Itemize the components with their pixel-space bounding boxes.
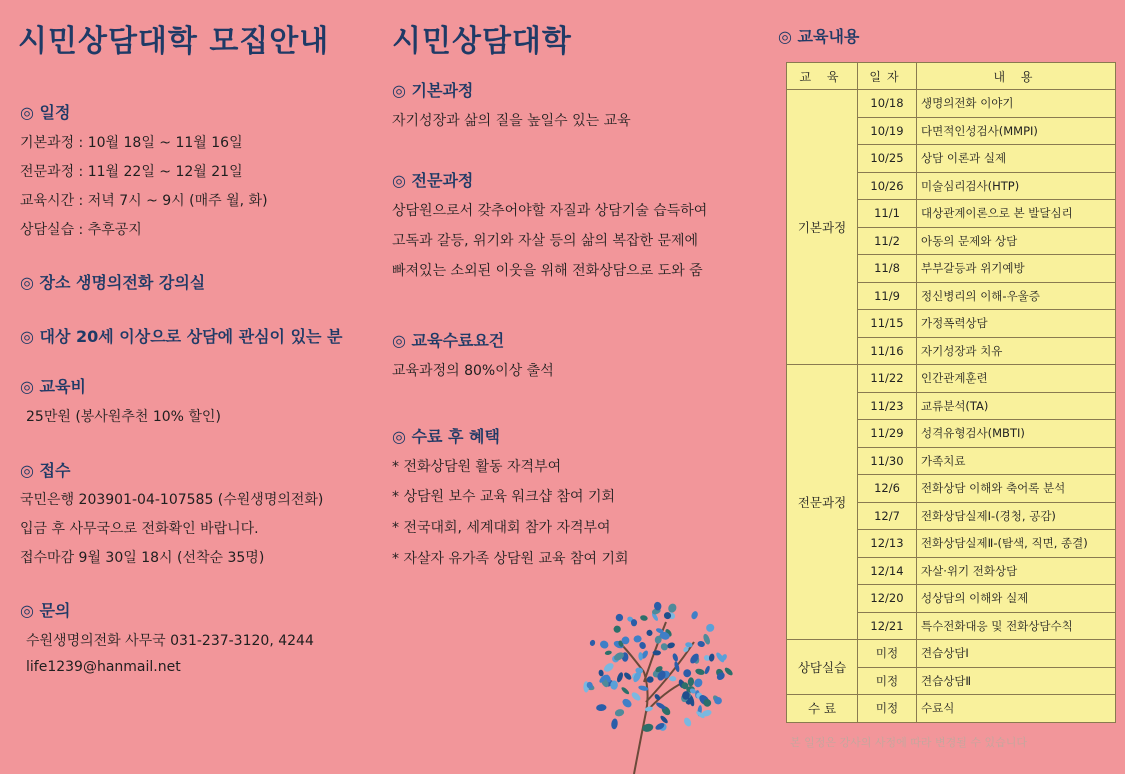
table-content-cell: 아동의 문제와 상담 — [917, 227, 1116, 255]
table-content-cell: 다면적인성검사(MMPI) — [917, 117, 1116, 145]
butterfly-leaf — [659, 642, 669, 652]
table-content-cell: 부부갈등과 위기예방 — [917, 255, 1116, 283]
table-date-cell: 10/19 — [858, 117, 917, 145]
table-row — [787, 90, 1116, 118]
table-content-cell: 정신병리의 이해-우울증 — [917, 282, 1116, 310]
advanced-course-heading: ◎ 전문과정 — [392, 171, 474, 190]
butterfly-leaf — [687, 677, 694, 687]
contact-line: 수원생명의전화 사무국 031-237-3120, 4244 — [26, 633, 314, 649]
table-header-date: 일자 — [858, 63, 917, 90]
table-date-cell: 11/8 — [858, 255, 917, 283]
butterfly-leaf — [620, 686, 630, 695]
schedule-line: 상담실습 : 추후공지 — [20, 222, 142, 238]
table-date-cell: 12/6 — [858, 475, 917, 503]
table-date-cell: 11/1 — [858, 200, 917, 228]
butterfly-tree-illustration — [574, 592, 738, 774]
table-row — [787, 695, 1116, 723]
table-date-cell: 10/18 — [858, 90, 917, 118]
page-title: 시민상담대학 모집안내 — [18, 24, 330, 59]
butterfly-leaf — [669, 676, 677, 682]
table-content-cell: 인간관계훈련 — [917, 365, 1116, 393]
apply-line: 국민은행 203901-04-107585 (수원생명의전화) — [20, 492, 324, 508]
table-date-cell: 12/7 — [858, 502, 917, 530]
benefit-line: * 전화상담원 활동 자격부여 — [392, 459, 562, 475]
table-content-cell: 자살·위기 전화상담 — [917, 557, 1116, 585]
table-content-cell: 생명의전화 이야기 — [917, 90, 1116, 118]
table-row — [787, 640, 1116, 668]
table-content-cell: 견습상담Ⅱ — [917, 667, 1116, 695]
butterfly-leaf — [599, 639, 610, 650]
table-date-cell: 12/13 — [858, 530, 917, 558]
apply-heading: ◎ 접수 — [20, 461, 71, 480]
contact-email[interactable]: life1239@hanmail.net — [26, 659, 181, 675]
butterfly-leaf — [623, 671, 633, 681]
butterfly-leaf — [614, 613, 624, 623]
table-date-cell: 10/25 — [858, 145, 917, 173]
butterfly-leaf — [723, 666, 734, 676]
table-date-cell: 11/22 — [858, 365, 917, 393]
table-content-cell: 가정폭력상담 — [917, 310, 1116, 338]
table-content-cell: 교류분석(TA) — [917, 392, 1116, 420]
schedule-footnote: 본 일정은 강사의 사정에 따라 변경될 수 있습니다 — [790, 736, 1027, 749]
table-date-cell: 11/15 — [858, 310, 917, 338]
butterfly-leaf — [697, 640, 705, 647]
butterfly-leaf — [614, 708, 625, 717]
butterfly-leaf — [589, 639, 596, 647]
curriculum-heading: ◎ 교육내용 — [778, 27, 860, 46]
butterfly-leaf — [598, 669, 604, 676]
table-content-cell: 가족치료 — [917, 447, 1116, 475]
table-content-cell: 상담 이론과 실제 — [917, 145, 1116, 173]
butterfly-leaf — [705, 622, 716, 633]
table-header-content: 내 용 — [917, 63, 1116, 90]
schedule-heading: ◎ 일정 — [20, 103, 71, 122]
butterfly-leaf — [672, 653, 679, 663]
table-date-cell: 11/9 — [858, 282, 917, 310]
program-title: 시민상담대학 — [392, 24, 572, 59]
table-date-cell: 미정 — [858, 667, 917, 695]
apply-line: 입금 후 사무국으로 전화확인 바랍니다. — [20, 521, 259, 537]
basic-course-line: 자기성장과 삶의 질을 높일수 있는 교육 — [392, 113, 631, 129]
place-line: ◎ 장소 생명의전화 강의실 — [20, 273, 206, 292]
table-group-cell: 상담실습 — [787, 640, 858, 695]
butterfly-leaf — [638, 641, 647, 650]
benefit-line: * 상담원 보수 교육 워크샵 참여 기회 — [392, 489, 616, 505]
advanced-course-line: 빠져있는 소외된 이웃을 위해 전화상담으로 도와 줌 — [392, 263, 703, 279]
table-content-cell: 견습상담Ⅰ — [917, 640, 1116, 668]
table-group-cell: 수 료 — [787, 695, 858, 723]
apply-line: 접수마감 9월 30일 18시 (선착순 35명) — [20, 550, 265, 566]
table-date-cell: 미정 — [858, 695, 917, 723]
butterfly-leaf — [596, 704, 607, 712]
table-row — [787, 365, 1116, 393]
advanced-course-line: 상담원으로서 갖추어야할 자질과 상담기술 습득하여 — [392, 203, 708, 219]
table-content-cell: 전화상담 이해와 축어록 분석 — [917, 475, 1116, 503]
butterfly-leaf — [690, 610, 699, 620]
table-content-cell: 특수전화대응 및 전화상담수칙 — [917, 612, 1116, 640]
table-content-cell: 성상담의 이해와 실제 — [917, 585, 1116, 613]
table-date-cell: 11/30 — [858, 447, 917, 475]
table-content-cell: 자기성장과 치유 — [917, 337, 1116, 365]
butterfly-leaf — [666, 641, 675, 649]
fee-line: 25만원 (봉사원추천 10% 할인) — [26, 409, 221, 425]
schedule-line: 교육시간 : 저녁 7시 ~ 9시 (매주 월, 화) — [20, 193, 268, 209]
butterfly-leaf — [708, 653, 715, 662]
butterfly-leaf — [659, 715, 669, 725]
table-content-cell: 전화상담실제Ⅱ-(탐색, 직면, 종결) — [917, 530, 1116, 558]
curriculum-table — [786, 62, 1116, 723]
table-date-cell: 12/20 — [858, 585, 917, 613]
target-line: ◎ 대상 20세 이상으로 상담에 관심이 있는 분 — [20, 327, 343, 346]
table-date-cell: 미정 — [858, 640, 917, 668]
butterfly-leaf — [630, 691, 642, 702]
requirement-line: 교육과정의 80%이상 출석 — [392, 363, 554, 379]
table-date-cell: 11/2 — [858, 227, 917, 255]
butterfly-leaf — [602, 661, 615, 673]
requirement-heading: ◎ 교육수료요건 — [392, 331, 505, 350]
table-content-cell: 성격유형검사(MBTI) — [917, 420, 1116, 448]
schedule-line: 기본과정 : 10월 18일 ~ 11월 16일 — [20, 135, 243, 151]
table-date-cell: 12/21 — [858, 612, 917, 640]
basic-course-heading: ◎ 기본과정 — [392, 81, 474, 100]
table-content-cell: 전화상담실제Ⅰ-(경청, 공감) — [917, 502, 1116, 530]
fee-heading: ◎ 교육비 — [20, 377, 86, 396]
butterfly-leaf — [704, 665, 711, 675]
table-header-course: 교 육 — [787, 63, 858, 90]
table-content-cell: 수료식 — [917, 695, 1116, 723]
table-date-cell: 10/26 — [858, 172, 917, 200]
butterfly-leaf — [695, 668, 706, 676]
benefit-line: * 자살자 유가족 상담원 교육 참여 기회 — [392, 551, 629, 567]
butterfly-leaf — [653, 650, 661, 655]
butterfly-leaf — [693, 677, 704, 689]
butterfly-leaf — [640, 614, 649, 621]
benefit-heading: ◎ 수료 후 혜택 — [392, 427, 500, 446]
table-date-cell: 11/29 — [858, 420, 917, 448]
butterfly-leaf — [683, 669, 691, 677]
butterfly-leaf — [638, 652, 643, 661]
advanced-course-line: 고독과 갈등, 위기와 자살 등의 삶의 복잡한 문제에 — [392, 233, 699, 249]
butterfly-leaf — [667, 602, 678, 614]
butterfly-leaf — [633, 635, 642, 643]
benefit-line: * 전국대회, 세계대회 참가 자격부여 — [392, 520, 611, 536]
table-date-cell: 12/14 — [858, 557, 917, 585]
butterfly-leaf — [604, 650, 612, 655]
butterfly-leaf — [612, 624, 622, 634]
table-content-cell: 대상관계이론으로 본 발달심리 — [917, 200, 1116, 228]
schedule-line: 전문과정 : 11월 22일 ~ 12월 21일 — [20, 164, 243, 180]
butterfly-leaf — [683, 716, 693, 727]
butterfly-leaf — [621, 697, 633, 709]
table-group-cell: 전문과정 — [787, 365, 858, 640]
table-date-cell: 11/23 — [858, 392, 917, 420]
table-content-cell: 미술심리검사(HTP) — [917, 172, 1116, 200]
table-group-cell: 기본과정 — [787, 90, 858, 365]
contact-heading: ◎ 문의 — [20, 601, 71, 620]
table-date-cell: 11/16 — [858, 337, 917, 365]
butterfly-leaf — [616, 671, 624, 683]
butterfly-leaf — [611, 718, 619, 729]
butterfly-leaf — [646, 629, 653, 636]
